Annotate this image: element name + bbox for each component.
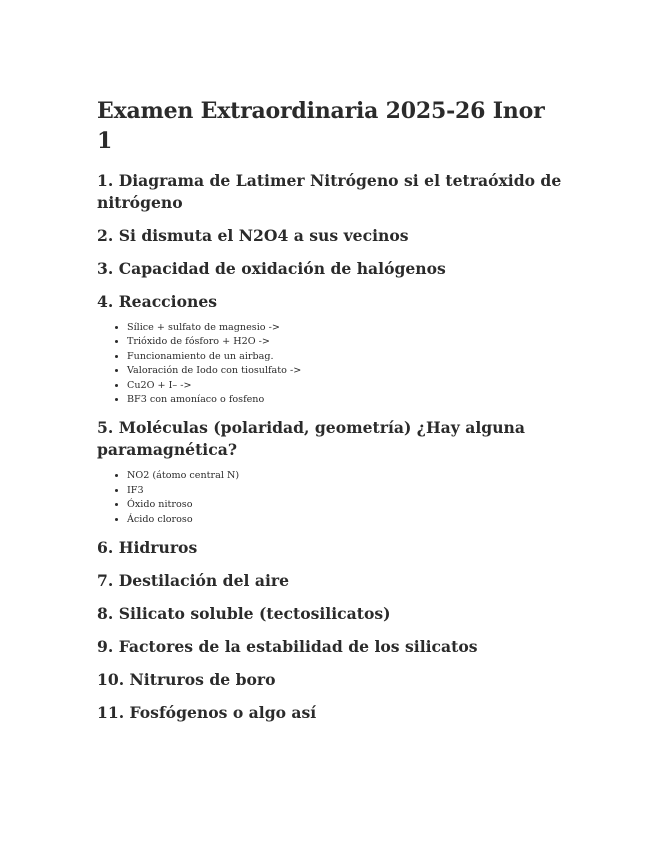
- question-4-list: [97, 321, 567, 407]
- question-3-heading: 3. Capacidad de oxidación de halógenos: [97, 259, 446, 278]
- list-item: • IF3: [127, 484, 567, 498]
- list-item: • Ácido cloroso: [127, 513, 567, 527]
- list-item: • Funcionamiento de un airbag.: [127, 350, 567, 364]
- question-5-heading: 5. Moléculas (polaridad, geometría) ¿Hay alguna paramagnética?: [97, 418, 525, 460]
- list-item: • NO2 (átomo central N): [127, 469, 567, 483]
- list-item: • Valoración de Iodo con tiosulfato ->: [127, 364, 567, 378]
- question-6-heading: 6. Hidruros: [97, 538, 198, 558]
- list-item: • Trióxido de fósforo + H2O ->: [127, 335, 567, 349]
- question-10-heading: 10. Nitruros de boro: [97, 670, 276, 690]
- question-9-heading: 9. Factores de la estabilidad de los silicatos: [97, 637, 478, 657]
- list-item: • Óxido nitroso: [127, 498, 567, 512]
- document-title: Examen Extraordinaria 2025-26 Inor 1: [97, 98, 545, 154]
- list-item: • BF3 con amoníaco o fosfeno: [127, 393, 567, 407]
- question-1-heading: 1. Diagrama de Latimer Nitrógeno si el tetraóxido de nitrógeno: [97, 171, 562, 212]
- list-item: • Sílice + sulfato de magnesio ->: [127, 321, 567, 335]
- question-8-heading: 8. Silicato soluble (tectosilicatos): [97, 604, 391, 624]
- question-11-heading: 11. Fosfógenos o algo así: [97, 703, 317, 723]
- question-4-heading: 4. Reacciones: [97, 292, 218, 311]
- list-item: • Cu2O + I– ->: [127, 379, 567, 393]
- question-7-heading: 7. Destilación del aire: [97, 571, 290, 591]
- question-2-heading: 2. Si dismuta el N2O4 a sus vecinos: [97, 226, 409, 245]
- document-page: [97, 96, 567, 735]
- question-5-list: [97, 469, 567, 527]
